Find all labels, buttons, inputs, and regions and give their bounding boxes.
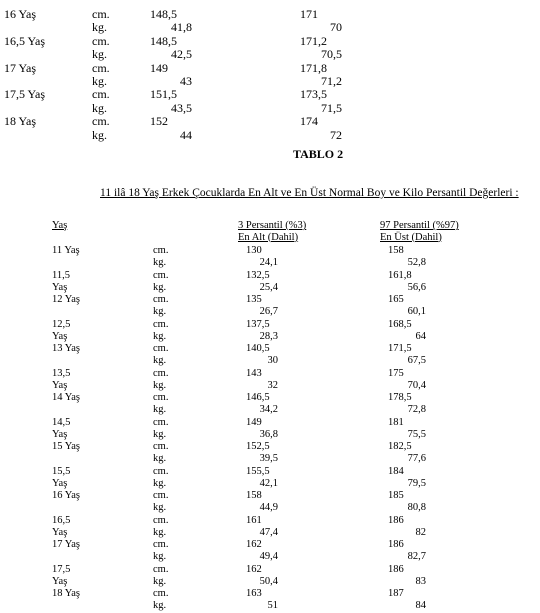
age-cell: 12 Yaş	[52, 294, 81, 305]
high-value-cell: 186	[388, 539, 404, 550]
table-row	[0, 466, 540, 478]
unit-cell: kg.	[153, 306, 167, 318]
unit-cell: kg.	[153, 600, 167, 612]
age-cell: 17 Yaş	[52, 539, 81, 550]
low-value-cell: 43	[180, 73, 192, 88]
table-row	[0, 368, 540, 380]
low-value-cell: 151,5	[150, 87, 177, 102]
low-value-cell: 163	[246, 588, 262, 599]
unit-cell: cm.	[153, 318, 169, 330]
unit-cell: kg.	[92, 73, 107, 88]
table-row	[0, 564, 540, 576]
table-row	[0, 35, 540, 48]
low-value-cell: 30	[267, 355, 278, 367]
high-value-cell: 75,5	[407, 428, 426, 440]
age-cell: 11 Yaş	[52, 245, 80, 256]
age-cell: 17,5 Yaş	[4, 87, 46, 102]
age-cell: 11,5	[52, 269, 70, 281]
low-value-cell: 47,4	[259, 526, 278, 538]
table-row	[0, 115, 540, 128]
header-age: Yaş	[52, 220, 68, 231]
low-value-cell: 42,5	[171, 47, 192, 62]
low-value-cell: 42,1	[259, 477, 278, 489]
table-row	[0, 527, 540, 539]
high-value-cell: 80,8	[407, 502, 426, 514]
low-value-cell: 24,1	[259, 257, 278, 269]
unit-cell: kg.	[153, 477, 167, 489]
high-value-cell: 174	[300, 114, 318, 129]
low-value-cell: 135	[246, 294, 262, 305]
high-value-cell: 72	[330, 127, 342, 142]
unit-cell: kg.	[92, 127, 107, 142]
age-cell: 18 Yaş	[52, 588, 81, 599]
unit-cell: kg.	[153, 404, 167, 416]
table-2-title: 11 ilâ 18 Yaş Erkek Çocuklarda En Alt ve En Üst Normal Boy ve Kilo Persantil Değerleri :	[100, 187, 519, 199]
unit-cell: kg.	[153, 355, 167, 367]
unit-cell: cm.	[153, 245, 169, 256]
table-row	[0, 392, 540, 404]
high-value-cell: 82,7	[407, 551, 426, 563]
age-cell: Yaş	[52, 477, 68, 489]
high-value-cell: 52,8	[407, 257, 426, 269]
age-cell: 16 Yaş	[52, 490, 81, 501]
low-value-cell: 140,5	[246, 343, 270, 354]
unit-cell: kg.	[92, 20, 107, 35]
table-1-rows	[0, 8, 540, 142]
unit-cell: kg.	[92, 100, 107, 115]
unit-cell: cm.	[92, 60, 110, 75]
age-cell: Yaş	[52, 379, 68, 391]
low-value-cell: 148,5	[150, 7, 177, 21]
low-value-cell: 49,4	[259, 551, 278, 563]
high-value-cell: 64	[415, 330, 426, 342]
age-cell: 17,5	[52, 563, 71, 575]
unit-cell: kg.	[153, 526, 167, 538]
unit-cell: cm.	[153, 539, 169, 550]
low-value-cell: 51	[267, 600, 278, 612]
low-value-cell: 44,9	[259, 502, 278, 514]
low-value-cell: 43,5	[171, 100, 192, 115]
age-cell: 16,5	[52, 514, 71, 526]
low-value-cell: 41,8	[171, 20, 192, 35]
header-low-percentile	[238, 220, 306, 243]
table-row	[0, 404, 540, 416]
unit-cell: cm.	[153, 588, 169, 599]
low-value-cell: 152	[150, 114, 168, 129]
table-row	[0, 62, 540, 75]
low-value-cell: 161	[246, 514, 262, 526]
low-value-cell: 162	[246, 563, 262, 575]
table-row	[0, 417, 540, 429]
high-value-cell: 178,5	[388, 392, 412, 403]
table-row	[0, 294, 540, 306]
header-low-line2: En Alt (Dahil)	[238, 231, 299, 243]
high-value-cell: 186	[388, 514, 404, 526]
low-value-cell: 148,5	[150, 33, 177, 48]
low-value-cell: 152,5	[246, 441, 270, 452]
unit-cell: cm.	[153, 563, 169, 575]
table-row	[0, 441, 540, 453]
header-low-line1: 3 Persantil (%3)	[238, 220, 307, 231]
table-row	[0, 270, 540, 282]
high-value-cell: 71,2	[321, 73, 342, 88]
age-cell: 13,5	[52, 367, 71, 379]
table-row	[0, 478, 540, 490]
unit-cell: cm.	[153, 416, 169, 428]
high-value-cell: 70,5	[321, 47, 342, 62]
unit-cell: kg.	[153, 551, 167, 563]
low-value-cell: 149	[246, 416, 262, 428]
low-value-cell: 44	[180, 127, 192, 142]
high-value-cell: 181	[388, 416, 404, 428]
high-value-cell: 84	[415, 600, 426, 612]
unit-cell: cm.	[153, 343, 169, 354]
low-value-cell: 26,7	[259, 306, 278, 318]
table-row	[0, 8, 540, 21]
low-value-cell: 143	[246, 367, 262, 379]
table-row	[0, 21, 540, 34]
header-high-line1: 97 Persantil (%97)	[380, 220, 459, 231]
low-value-cell: 132,5	[246, 269, 270, 281]
table-1-continued	[0, 8, 540, 142]
low-value-cell: 155,5	[246, 465, 270, 477]
age-cell: 18 Yaş	[4, 114, 37, 129]
high-value-cell: 186	[388, 563, 404, 575]
high-value-cell: 173,5	[300, 87, 327, 102]
low-value-cell: 146,5	[246, 392, 270, 403]
table-row	[0, 576, 540, 588]
age-cell: 17 Yaş	[4, 60, 37, 75]
table-row	[0, 319, 540, 331]
high-value-cell: 187	[388, 588, 404, 599]
low-value-cell: 32	[267, 379, 278, 391]
unit-cell: cm.	[92, 114, 110, 129]
high-value-cell: 185	[388, 490, 404, 501]
high-value-cell: 168,5	[388, 318, 412, 330]
age-cell: 16,5 Yaş	[4, 33, 46, 48]
unit-cell: kg.	[153, 428, 167, 440]
header-high-percentile	[380, 220, 459, 243]
unit-cell: kg.	[153, 330, 167, 342]
table-row	[0, 453, 540, 465]
high-value-cell: 56,6	[407, 281, 426, 293]
table-row	[0, 75, 540, 88]
high-value-cell: 67,5	[407, 355, 426, 367]
table-2-rows	[0, 245, 540, 613]
low-value-cell: 50,4	[259, 575, 278, 587]
high-value-cell: 175	[388, 367, 404, 379]
table-row	[0, 551, 540, 563]
unit-cell: cm.	[153, 392, 169, 403]
high-value-cell: 72,8	[407, 404, 426, 416]
unit-cell: kg.	[92, 47, 107, 62]
high-value-cell: 83	[415, 575, 426, 587]
low-value-cell: 36,8	[259, 428, 278, 440]
unit-cell: cm.	[153, 441, 169, 452]
age-cell: 16 Yaş	[4, 7, 37, 21]
age-cell: Yaş	[52, 575, 68, 587]
low-value-cell: 162	[246, 539, 262, 550]
table-row	[0, 502, 540, 514]
unit-cell: cm.	[153, 465, 169, 477]
unit-cell: kg.	[153, 502, 167, 514]
high-value-cell: 161,8	[388, 269, 412, 281]
age-cell: Yaş	[52, 428, 68, 440]
table-row	[0, 380, 540, 392]
table-2-label: TABLO 2	[293, 147, 344, 161]
table-row	[0, 515, 540, 527]
table-row	[0, 355, 540, 367]
age-cell: Yaş	[52, 330, 68, 342]
high-value-cell: 71,5	[321, 100, 342, 115]
high-value-cell: 171,8	[300, 60, 327, 75]
table-row	[0, 331, 540, 343]
age-cell: 14 Yaş	[52, 392, 81, 403]
age-cell: 13 Yaş	[52, 343, 81, 354]
unit-cell: cm.	[92, 33, 110, 48]
low-value-cell: 149	[150, 60, 168, 75]
age-cell: 15 Yaş	[52, 441, 81, 452]
high-value-cell: 82	[415, 526, 426, 538]
unit-cell: kg.	[153, 575, 167, 587]
age-cell: Yaş	[52, 281, 68, 293]
low-value-cell: 28,3	[259, 330, 278, 342]
high-value-cell: 184	[388, 465, 404, 477]
table-row	[0, 588, 540, 600]
table-row	[0, 257, 540, 269]
unit-cell: kg.	[153, 453, 167, 465]
table-row	[0, 429, 540, 441]
low-value-cell: 39,5	[259, 453, 278, 465]
age-cell: 14,5	[52, 416, 71, 428]
unit-cell: kg.	[153, 379, 167, 391]
table-row	[0, 539, 540, 551]
header-high-line2: En Üst (Dahil)	[380, 231, 442, 243]
unit-cell: kg.	[153, 257, 167, 269]
high-value-cell: 171,2	[300, 33, 327, 48]
table-row	[0, 48, 540, 61]
table-row	[0, 490, 540, 502]
age-cell: Yaş	[52, 526, 68, 538]
unit-cell: kg.	[153, 281, 167, 293]
low-value-cell: 130	[246, 245, 262, 256]
table-row	[0, 245, 540, 257]
table-2-header	[0, 220, 540, 242]
high-value-cell: 171,5	[388, 343, 412, 354]
high-value-cell: 70,4	[407, 379, 426, 391]
high-value-cell: 171	[300, 7, 318, 21]
table-row	[0, 88, 540, 101]
high-value-cell: 79,5	[407, 477, 426, 489]
unit-cell: cm.	[153, 294, 169, 305]
low-value-cell: 34,2	[259, 404, 278, 416]
table-row	[0, 306, 540, 318]
unit-cell: cm.	[153, 269, 169, 281]
high-value-cell: 182,5	[388, 441, 412, 452]
unit-cell: cm.	[92, 7, 110, 21]
high-value-cell: 158	[388, 245, 404, 256]
table-row	[0, 343, 540, 355]
low-value-cell: 25,4	[259, 281, 278, 293]
unit-cell: cm.	[153, 367, 169, 379]
age-cell: 12,5	[52, 318, 71, 330]
table-2	[0, 220, 540, 612]
table-row	[0, 282, 540, 294]
unit-cell: cm.	[153, 490, 169, 501]
age-cell: 15,5	[52, 465, 71, 477]
table-row	[0, 129, 540, 142]
unit-cell: cm.	[153, 514, 169, 526]
low-value-cell: 137,5	[246, 318, 270, 330]
high-value-cell: 70	[330, 20, 342, 35]
table-row	[0, 102, 540, 115]
high-value-cell: 77,6	[407, 453, 426, 465]
low-value-cell: 158	[246, 490, 262, 501]
unit-cell: cm.	[92, 87, 110, 102]
high-value-cell: 165	[388, 294, 404, 305]
high-value-cell: 60,1	[407, 306, 426, 318]
